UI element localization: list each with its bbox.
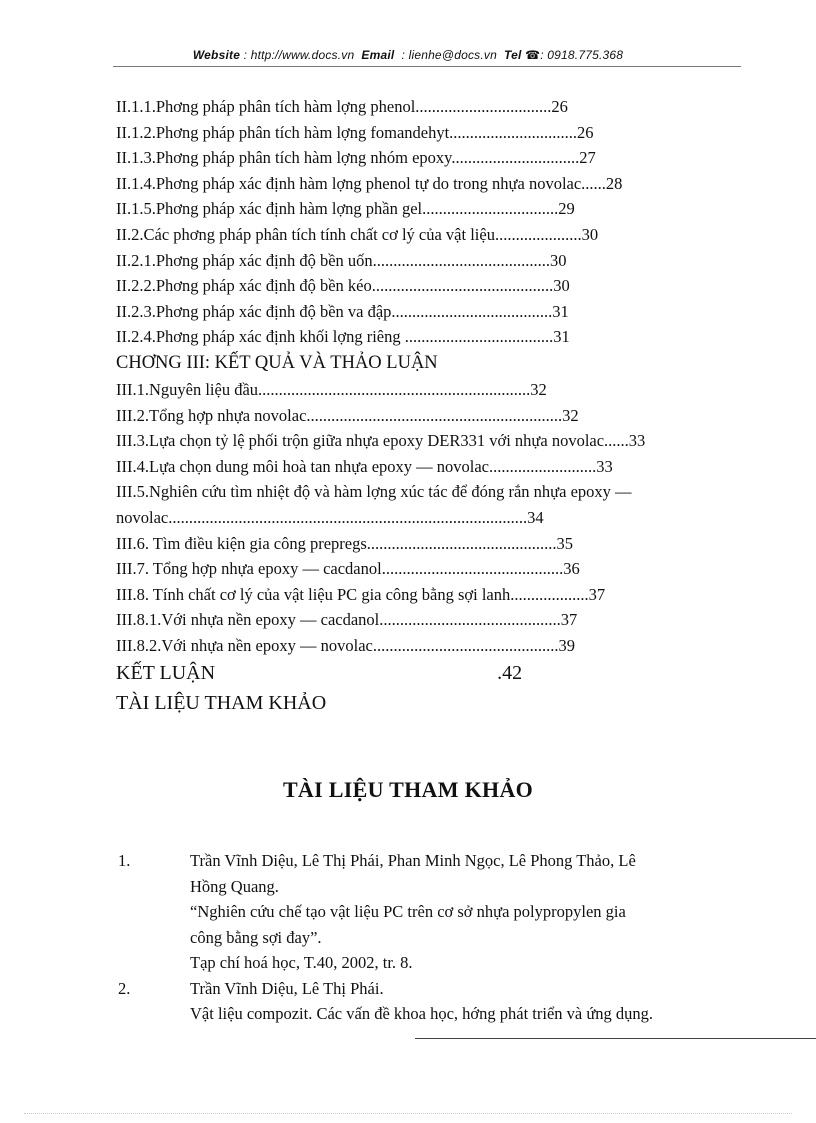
toc-entry: III.2.Tổng hợp nhựa novolac..............................................................32 [116,405,579,425]
email-address: : lienhe@docs.vn [401,48,497,62]
reference-body [190,848,738,976]
toc-conclusion [116,658,736,688]
reference-line: Tạp chí hoá học, T.40, 2002, tr. 8. [190,953,413,972]
toc-entry: II.1.4.Phơng pháp xác định hàm lợng phenol tự do trong nhựa novolac......28 [116,173,623,193]
reference-number: 2. [118,978,131,998]
toc-entry: III.8.2.Với nhựa nền epoxy — novolac.............................................39 [116,635,575,655]
toc-chapter-heading: CHƠNG III: KẾT QUẢ VÀ THẢO LUẬN [116,352,438,373]
reference-line: Hồng Quang. [190,876,279,896]
tel-label: Tel [504,48,522,62]
reference-item [118,848,738,976]
telephone-icon: ☎ [525,48,541,62]
toc-entry: III.1.Nguyên liệu đầu..................................................................32 [116,379,547,399]
toc-references: TÀI LIỆU THAM KHẢO [116,692,327,715]
reference-line: Trần Vĩnh Diệu, Lê Thị Phái. [190,978,384,998]
toc-entry: III.6. Tìm điều kiện gia công prepregs..............................................35 [116,533,574,553]
tel-number: : 0918.775.368 [540,48,624,62]
reference-number: 1. [118,851,131,870]
website-url: : http://www.docs.vn [243,48,355,62]
reference-line: Vật liệu compozit. Các vấn đề khoa học, hớng phát triển và ứng dụng. [190,1004,654,1023]
email-label: Email [361,48,395,62]
toc-entry: II.2.Các phơng pháp phân tích tính chất cơ lý của vật liệu.....................30 [116,224,599,244]
toc-entry: II.2.3.Phơng pháp xác định độ bền va đập.......................................31 [116,301,569,321]
reference-item [118,976,738,1027]
toc-entry: III.8.1.Với nhựa nền epoxy — cacdanol............................................37 [116,610,578,630]
toc-entry: II.2.1.Phơng pháp xác định độ bền uốn...........................................30 [116,250,567,270]
toc-entry: II.1.3.Phơng pháp phân tích hàm lợng nhóm epoxy...............................27 [116,148,596,168]
toc-entry: III.7. Tổng hợp nhựa epoxy — cacdanol............................................36 [116,559,580,579]
toc-conclusion-page: .42 [497,662,523,685]
footer-dotted-line [24,1113,792,1114]
references-list [118,848,738,1027]
toc-entry: II.2.2.Phơng pháp xác định độ bền kéo............................................30 [116,276,570,296]
bottom-divider [415,1038,816,1039]
toc-entry: III.3.Lựa chọn tỷ lệ phối trộn giữa nhựa epoxy DER331 với nhựa novolac......33 [116,431,646,451]
page-header [0,48,816,62]
header-divider [113,66,741,67]
reference-line: Trần Vĩnh Diệu, Lê Thị Phái, Phan Minh Ngọc, Lê Phong Thảo, Lê [190,851,636,870]
toc-entry: III.5.Nghiên cứu tìm nhiệt độ và hàm lợng xúc tác để đóng rắn nhựa epoxy — novolac.......................................................................................34 [116,482,632,527]
toc-entry: II.1.5.Phơng pháp xác định hàm lợng phần gel.................................29 [116,199,575,219]
references-title: TÀI LIỆU THAM KHẢO [282,777,534,802]
toc-conclusion-label: KẾT LUẬN [116,662,216,685]
toc-entry: III.8. Tính chất cơ lý của vật liệu PC gia công bằng sợi lanh...................37 [116,584,606,604]
table-of-contents [116,94,736,718]
reference-line: công bằng sợi đay”. [190,927,322,947]
toc-entry: II.2.4.Phơng pháp xác định khối lợng riêng ....................................31 [116,327,570,347]
reference-line: “Nghiên cứu chế tạo vật liệu PC trên cơ sở nhựa polypropylen gia [190,902,626,921]
website-label: Website [192,48,241,62]
toc-entry: II.1.2.Phơng pháp phân tích hàm lợng fomandehyt...............................26 [116,122,594,142]
toc-entry: III.4.Lựa chọn dung môi hoà tan nhựa epoxy — novolac..........................33 [116,456,613,476]
toc-entry: II.1.1.Phơng pháp phân tích hàm lợng phenol.................................26 [116,97,568,116]
reference-body [190,976,738,1027]
